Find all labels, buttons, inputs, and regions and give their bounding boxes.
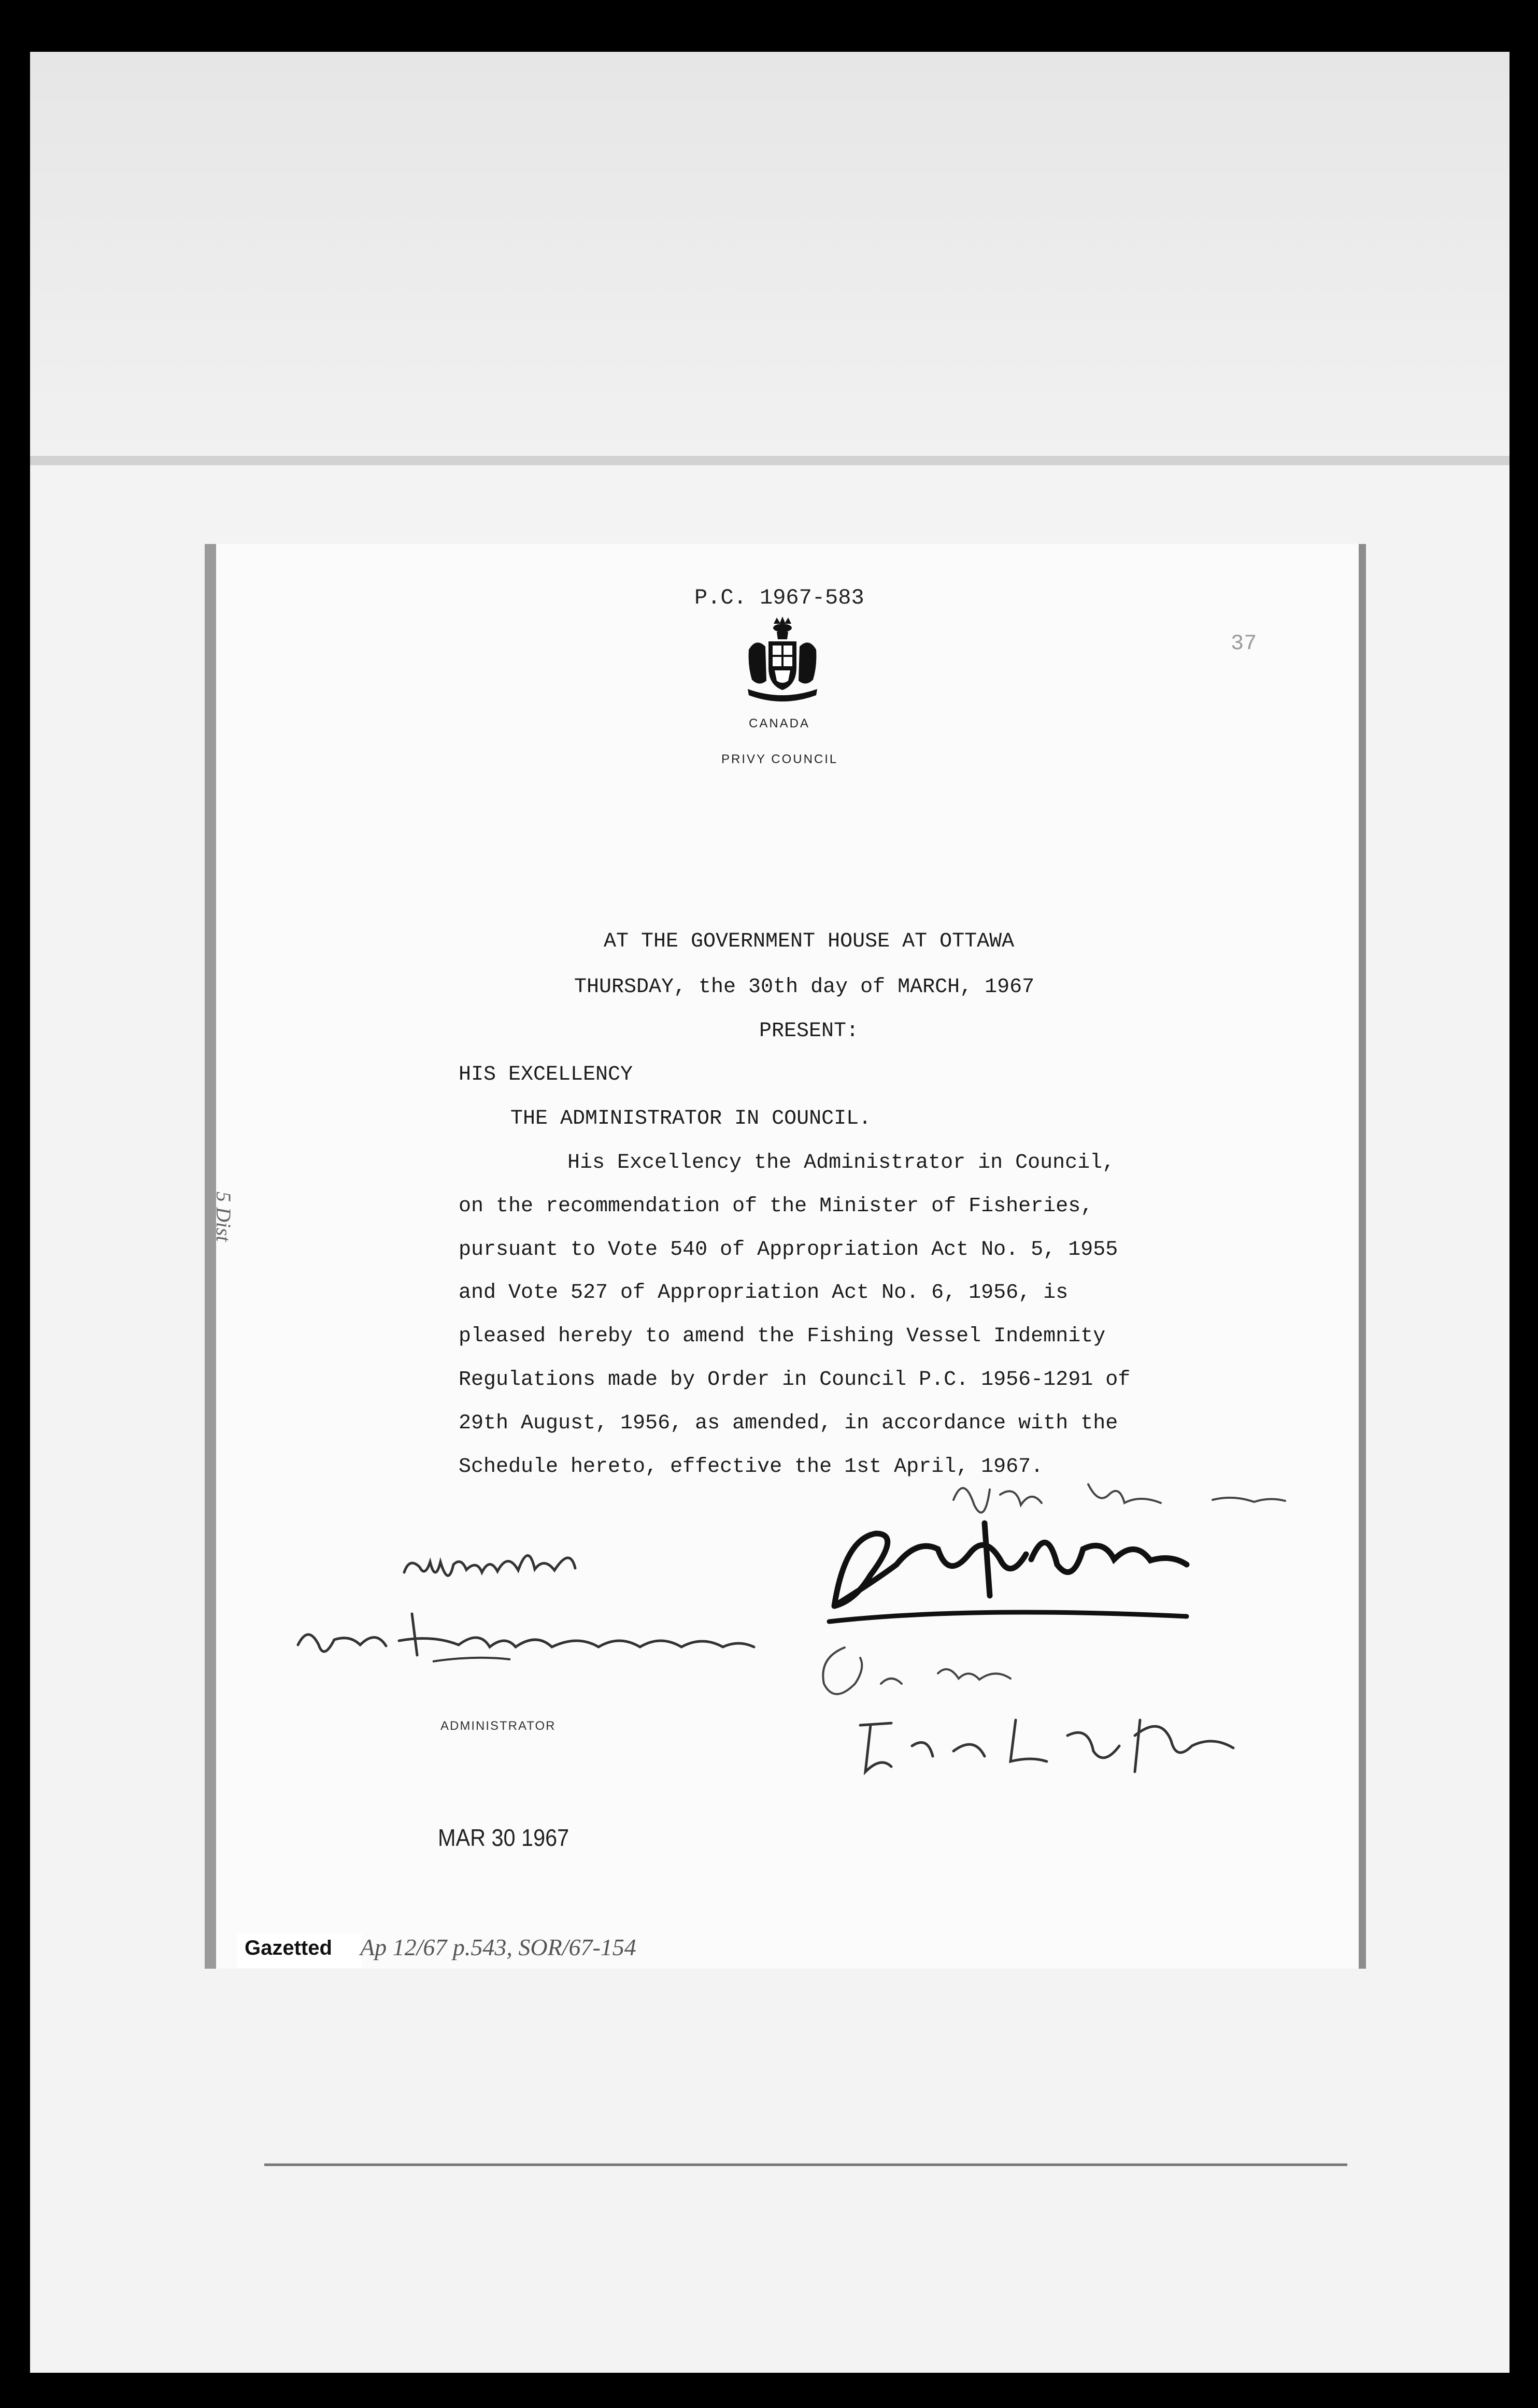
body-line: pleased hereby to amend the Fishing Vessel Indemnity — [459, 1325, 1106, 1348]
page-number: 37 — [1231, 631, 1257, 656]
gazette-reference-note: Ap 12/67 p.543, SOR/67-154 — [360, 1934, 636, 1960]
body-line: Regulations made by Order in Council P.C. 1956-1291 of — [459, 1368, 1131, 1392]
margin-note: 5 Dist — [212, 1192, 235, 1242]
bottom-rule-line — [264, 2163, 1347, 2166]
body-line: Schedule hereto, effective the 1st April, 1967. — [459, 1455, 1044, 1479]
gazetted-label: Gazetted — [245, 1937, 332, 1959]
office-label: PRIVY COUNCIL — [721, 752, 838, 766]
body-line: pursuant to Vote 540 of Appropriation Act No. 5, 1955 — [459, 1238, 1118, 1262]
approved-handwriting — [399, 1536, 617, 1598]
administrator-label: ADMINISTRATOR — [440, 1719, 556, 1733]
coat-of-arms-icon — [744, 617, 821, 710]
scan-upper-band — [30, 52, 1509, 456]
minister-signature-main — [814, 1518, 1207, 1637]
present-label: PRESENT: — [759, 1020, 859, 1043]
body-line: on the recommendation of the Minister of Fisheries, — [459, 1195, 1093, 1218]
body-line: and Vote 527 of Appropriation Act No. 6, 1956, is — [459, 1281, 1069, 1305]
administrator-signature — [288, 1603, 764, 1676]
pc-number: P.C. 1967-583 — [694, 585, 864, 610]
body-line: 29th August, 1956, as amended, in accordance with the — [459, 1412, 1118, 1435]
his-excellency: HIS EXCELLENCY — [459, 1063, 633, 1086]
body-line: His Excellency the Administrator in Council, — [567, 1151, 1115, 1174]
minister-signature-bottom — [850, 1704, 1254, 1782]
minister-signature-middle — [803, 1637, 1021, 1710]
meeting-date: THURSDAY, the 30th day of MARCH, 1967 — [574, 976, 1035, 999]
page-fold-line — [30, 456, 1509, 465]
administrator-in-council: THE ADMINISTRATOR IN COUNCIL. — [510, 1107, 872, 1130]
country-label: CANADA — [749, 716, 810, 730]
date-stamp: MAR 30 1967 — [438, 1824, 569, 1851]
meeting-place: AT THE GOVERNMENT HOUSE AT OTTAWA — [604, 930, 1015, 953]
